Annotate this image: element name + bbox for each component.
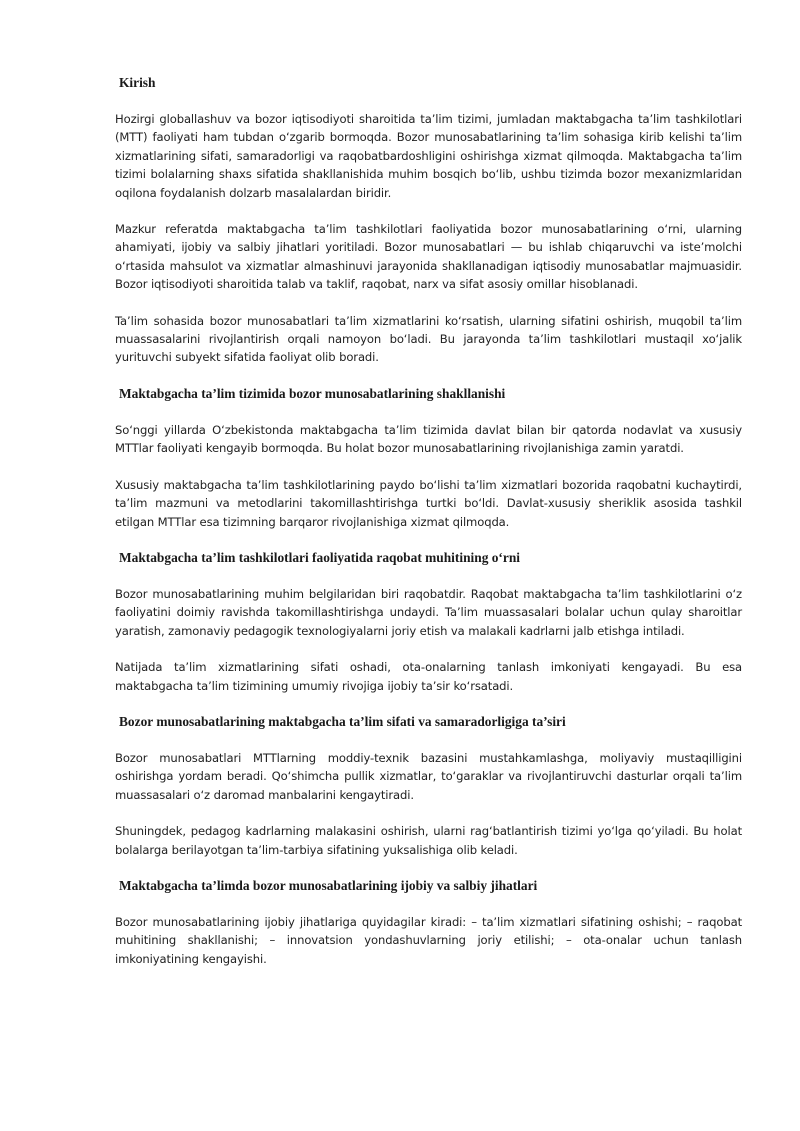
section-pros-cons [115,877,742,968]
section-heading: Maktabgacha ta’lim tashkilotlari faoliyatida raqobat muhitining o‘rni [119,549,520,565]
section-competition-role [115,549,742,695]
paragraph: Natijada ta’lim xizmatlarining sifati oshadi, ota-onalarning tanlash imkoniyati kengayadi. Bu esa maktabgacha ta’lim tizimining umumiy rivojiga ijobiy ta’sir ko‘rsatadi. [115,660,742,693]
section-market-relations-formation [115,385,742,531]
paragraph: So‘nggi yillarda O‘zbekistonda maktabgacha ta’lim tizimida davlat bilan bir qatorda nodavlat va xususiy MTTlar faoliyati kengayib bormoqda. Bu holat bozor munosabatlarining rivojlanishiga zamin yaratdi. [115,422,742,456]
section-introduction [115,74,742,367]
paragraph: Hozirgi globallashuv va bozor iqtisodiyoti sharoitida ta’lim tizimi, jumladan maktabgacha ta’lim tashkilotlari (MTT) faoliyati ham tubdan o‘zgarib bormoqda. Bozor munosabatlarining ta’lim sohasiga kirib kelishi ta’lim xizmatlarining sifati, samaradorligi va raqobatbardoshligini oshirishga xizmat qilmoqda. Maktabgacha ta’lim tizimi bolalarning shaxs sifatida shakllanishida muhim bosqich bo‘lib, ushbu tizimda bozor mexanizmlaridan oqilona foydalanish dolzarb masalalardan biridir. [115,112,742,200]
paragraph: Bozor munosabatlari MTTlarning moddiy-texnik bazasini mustahkamlashga, moliyaviy mustaqilligini oshirishga yordam beradi. Qo‘shimcha pullik xizmatlar, to‘garaklar va rivojlantiruvchi dasturlar orqali ta’lim muassasalari o‘z daromad manbalarini kengaytiradi. [115,750,742,802]
section-heading: Maktabgacha ta’limda bozor munosabatlarining ijobiy va salbiy jihatlari [119,877,538,893]
section-heading: Maktabgacha ta’lim tizimida bozor munosabatlarining shakllanishi [119,385,506,401]
paragraph: Xususiy maktabgacha ta’lim tashkilotlarining paydo bo‘lishi ta’lim xizmatlari bozorida raqobatni kuchaytirdi, ta’lim mazmuni va metodlarini takomillashtirishga turtki bo‘ldi. Davlat-xususiy sheriklik asosida tashkil etilgan MTTlar esa tizimning barqaror rivojlanishiga xizmat qilmoqda. [115,477,742,529]
section-heading: Bozor munosabatlarining maktabgacha ta’lim sifati va samaradorligiga ta’siri [119,713,566,729]
paragraph: Bozor munosabatlarining muhim belgilaridan biri raqobatdir. Raqobat maktabgacha ta’lim tashkilotlarini o‘z faoliyatini doimiy ravishda takomillashtirishga undaydi. Ta’lim muassasalari bolalar uchun qulay sharoitlar yaratish, zamonaviy pedagogik texnologiyalarni joriy etish va malakali kadrlarni jalb etishga intiladi. [115,586,742,638]
section-quality-effect [115,713,742,859]
paragraph: Ta’lim sohasida bozor munosabatlari ta’lim xizmatlarini ko‘rsatish, ularning sifatini oshirish, muqobil ta’lim muassasalarini rivojlantirish orqali namoyon bo‘ladi. Bu jarayonda ta’lim tashkilotlari mustaqil xo‘jalik yurituvchi subyekt sifatida faoliyat olib boradi. [115,313,742,365]
paragraph: Bozor munosabatlarining ijobiy jihatlariga quyidagilar kiradi: – ta’lim xizmatlari sifatining oshishi; – raqobat muhitining shakllanishi; – innovatsion yondashuvlarning joriy etilishi; – ota-onalar uchun tanlash imkoniyatining kengayishi. [115,914,742,966]
section-heading: Kirish [119,75,156,90]
paragraph: Shuningdek, pedagog kadrlarning malakasini oshirish, ularni rag‘batlantirish tizimi yo‘lga qo‘yiladi. Bu holat bolalarga berilayotgan ta’lim-tarbiya sifatining yuksalishiga olib keladi. [115,824,742,857]
paragraph: Mazkur referatda maktabgacha ta’lim tashkilotlari faoliyatida bozor munosabatlarining o‘rni, ularning ahamiyati, ijobiy va salbiy jihatlari yoritiladi. Bozor munosabatlari — bu ishlab chiqaruvchi va iste’molchi o‘rtasida mahsulot va xizmatlar almashinuvi jarayonida shakllanadigan iqtisodiy munosabatlar majmuasidir. Bozor iqtisodiyoti sharoitida talab va taklif, raqobat, narx va sifat asosiy omillar hisoblanadi. [115,222,742,292]
